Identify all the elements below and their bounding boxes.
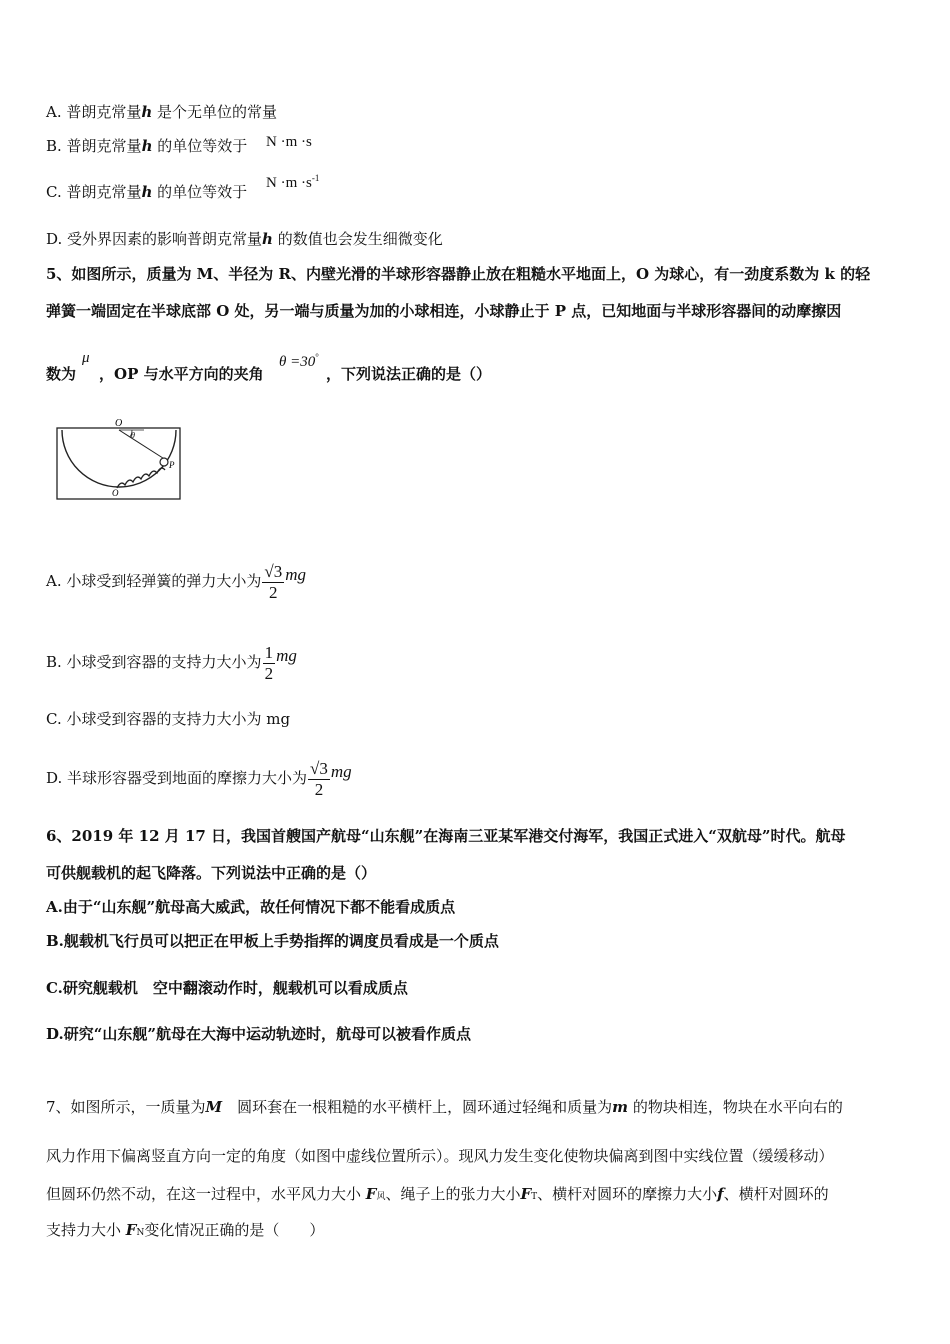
q7-line4-start: 支持力大小 bbox=[46, 1221, 122, 1239]
spring bbox=[117, 468, 165, 488]
q7-stem-line4 bbox=[46, 1220, 324, 1243]
fraction-sqrt3-over-2 bbox=[262, 562, 284, 603]
q5-stem-line2: 弹簧一端固定在半球底部 O 处，另一端与质量为加的小球相连，小球静止于 P 点，已知地面与半球形容器间的动摩擦因 bbox=[46, 302, 842, 320]
degree-symbol: ° bbox=[315, 352, 319, 362]
q6-stem-line2: 可供舰载机的起飞降落。下列说法中正确的是（） bbox=[46, 864, 377, 882]
q5-option-d bbox=[46, 749, 352, 801]
mass-m-small: m bbox=[612, 1098, 629, 1116]
q4-option-c bbox=[46, 182, 247, 202]
q5-stem-line3-end: ，下列说法正确的是（） bbox=[326, 365, 492, 383]
label-theta: θ bbox=[131, 431, 135, 440]
q4-option-d bbox=[46, 229, 443, 249]
q5-stem-line3-mid: ，OP 与水平方向的夹角 bbox=[99, 365, 264, 383]
planck-symbol: h bbox=[262, 230, 273, 248]
mg-symbol: mg bbox=[276, 646, 297, 665]
q5-option-a bbox=[46, 552, 306, 604]
q7-line3-friction-text: 、横杆对圆环的摩擦力大小 bbox=[537, 1185, 718, 1203]
q4-option-a-text: A. 普朗克常量 bbox=[46, 103, 142, 121]
hemisphere-bowl bbox=[62, 430, 176, 487]
q6-option-d: D.研究“山东舰”航母在大海中运动轨迹时，航母可以被看作质点 bbox=[46, 1025, 471, 1043]
q5-stem-line1: 5、如图所示，质量为 M、半径为 R、内壁光滑的半球形容器静止放在粗糙水平地面上，O 为球心，有一劲度系数为 k 的轻 bbox=[46, 265, 871, 283]
fraction-numerator: √3 bbox=[310, 758, 328, 778]
fraction-1-over-2 bbox=[263, 643, 276, 684]
mass-m-capital: M bbox=[205, 1098, 223, 1116]
q7-stem-line2: 风力作用下偏离竖直方向一定的角度（如图中虚线位置所示）。现风力发生变化使物块偏离到图中实线位置（缓缓移动） bbox=[46, 1147, 834, 1165]
mg-symbol: mg bbox=[285, 565, 306, 584]
q7-line3-tension-text: 、绳子上的张力大小 bbox=[385, 1185, 521, 1203]
planck-symbol: h bbox=[141, 183, 153, 201]
normal-subscript: N bbox=[136, 1228, 145, 1238]
planck-symbol: h bbox=[141, 103, 153, 121]
q4-option-b-text: B. 普朗克常量 bbox=[46, 137, 142, 155]
mg-symbol: mg bbox=[330, 762, 352, 781]
normal-force-symbol: F bbox=[125, 1221, 137, 1239]
mu-symbol: μ bbox=[82, 350, 90, 366]
q5-option-a-text: A. 小球受到轻弹簧的弹力大小为 bbox=[46, 572, 262, 590]
q4-option-b-unit: N ·m ·s bbox=[266, 134, 312, 150]
q7-line1-mid: 圆环套在一根粗糙的水平横杆上，圆环通过轻绳和质量为 bbox=[222, 1098, 613, 1116]
q4-option-d-text: D. 受外界因素的影响普朗克常量 bbox=[46, 230, 263, 248]
q6-option-a: A.由于“山东舰”航母高大威武，故任何情况下都不能看成质点 bbox=[46, 898, 456, 916]
fraction-denominator: 2 bbox=[269, 582, 278, 602]
tension-symbol: F bbox=[520, 1185, 532, 1203]
q4-option-b bbox=[46, 136, 247, 156]
tension-subscript: T bbox=[531, 1192, 538, 1202]
q4-option-b-rest: 的单位等效于 bbox=[152, 137, 248, 155]
q7-stem-line3 bbox=[46, 1184, 829, 1207]
fraction-numerator: √3 bbox=[264, 561, 283, 581]
friction-symbol: f bbox=[717, 1185, 724, 1203]
q5-option-b bbox=[46, 633, 297, 685]
q4-option-c-text: C. 普朗克常量 bbox=[46, 183, 142, 201]
label-p: P bbox=[169, 460, 175, 470]
fraction-denominator: 2 bbox=[314, 779, 324, 799]
q7-line3-start: 但圆环仍然不动，在这一过程中，水平风力大小 bbox=[46, 1185, 362, 1203]
q7-line1-end: 的物块相连，物块在水平向右的 bbox=[628, 1098, 843, 1116]
q5-stem-line3-start: 数为 bbox=[46, 365, 77, 383]
q4-option-c-unit bbox=[266, 173, 319, 192]
q4-option-a-rest: 是个无单位的常量 bbox=[152, 103, 278, 121]
wind-subscript: 风 bbox=[376, 1192, 386, 1202]
q5-stem-line3 bbox=[46, 364, 76, 384]
q5-option-b-text: B. 小球受到容器的支持力大小为 bbox=[46, 653, 262, 671]
fraction-denominator: 2 bbox=[264, 663, 274, 683]
q4-option-d-rest: 的数值也会发生细微变化 bbox=[272, 230, 443, 248]
q4-option-c-rest: 的单位等效于 bbox=[152, 183, 248, 201]
q5-option-c: C. 小球受到容器的支持力大小为 mg bbox=[46, 710, 291, 728]
q6-option-b: B.舰载机飞行员可以把正在甲板上手势指挥的调度员看成是一个质点 bbox=[46, 932, 499, 950]
theta-value: θ =30 bbox=[279, 354, 316, 370]
label-o-top: O bbox=[115, 418, 123, 429]
q6-stem-line1: 6、2019 年 12 月 17 日，我国首艘国产航母“山东舰”在海南三亚某军港交付海军，我国正式进入“双航母”时代。航母 bbox=[46, 827, 846, 845]
fraction-numerator: 1 bbox=[264, 642, 274, 662]
q7-stem-line1 bbox=[46, 1097, 843, 1117]
q7-line1-start: 7、如图所示，一质量为 bbox=[46, 1098, 206, 1116]
label-o-bottom: O bbox=[112, 488, 119, 498]
fraction-sqrt3-over-2 bbox=[308, 759, 330, 800]
q4-option-c-unit-base: N ·m ·s bbox=[266, 175, 312, 191]
q7-line4-end: 变化情况正确的是（ ） bbox=[144, 1221, 325, 1239]
q4-option-c-unit-exponent: -1 bbox=[311, 173, 320, 183]
q7-line3-end: 、横杆对圆环的 bbox=[723, 1185, 829, 1203]
hemisphere-spring-figure bbox=[54, 416, 188, 504]
q4-option-a bbox=[46, 102, 277, 122]
radius-op bbox=[119, 430, 166, 460]
q6-option-c: C.研究舰载机 空中翻滚动作时，舰载机可以看成质点 bbox=[46, 979, 408, 997]
wind-force-symbol: F bbox=[365, 1185, 377, 1203]
planck-symbol: h bbox=[141, 137, 153, 155]
theta-equation bbox=[279, 352, 319, 371]
ball-p bbox=[160, 458, 168, 466]
q5-option-d-text: D. 半球形容器受到地面的摩擦力大小为 bbox=[46, 769, 308, 787]
